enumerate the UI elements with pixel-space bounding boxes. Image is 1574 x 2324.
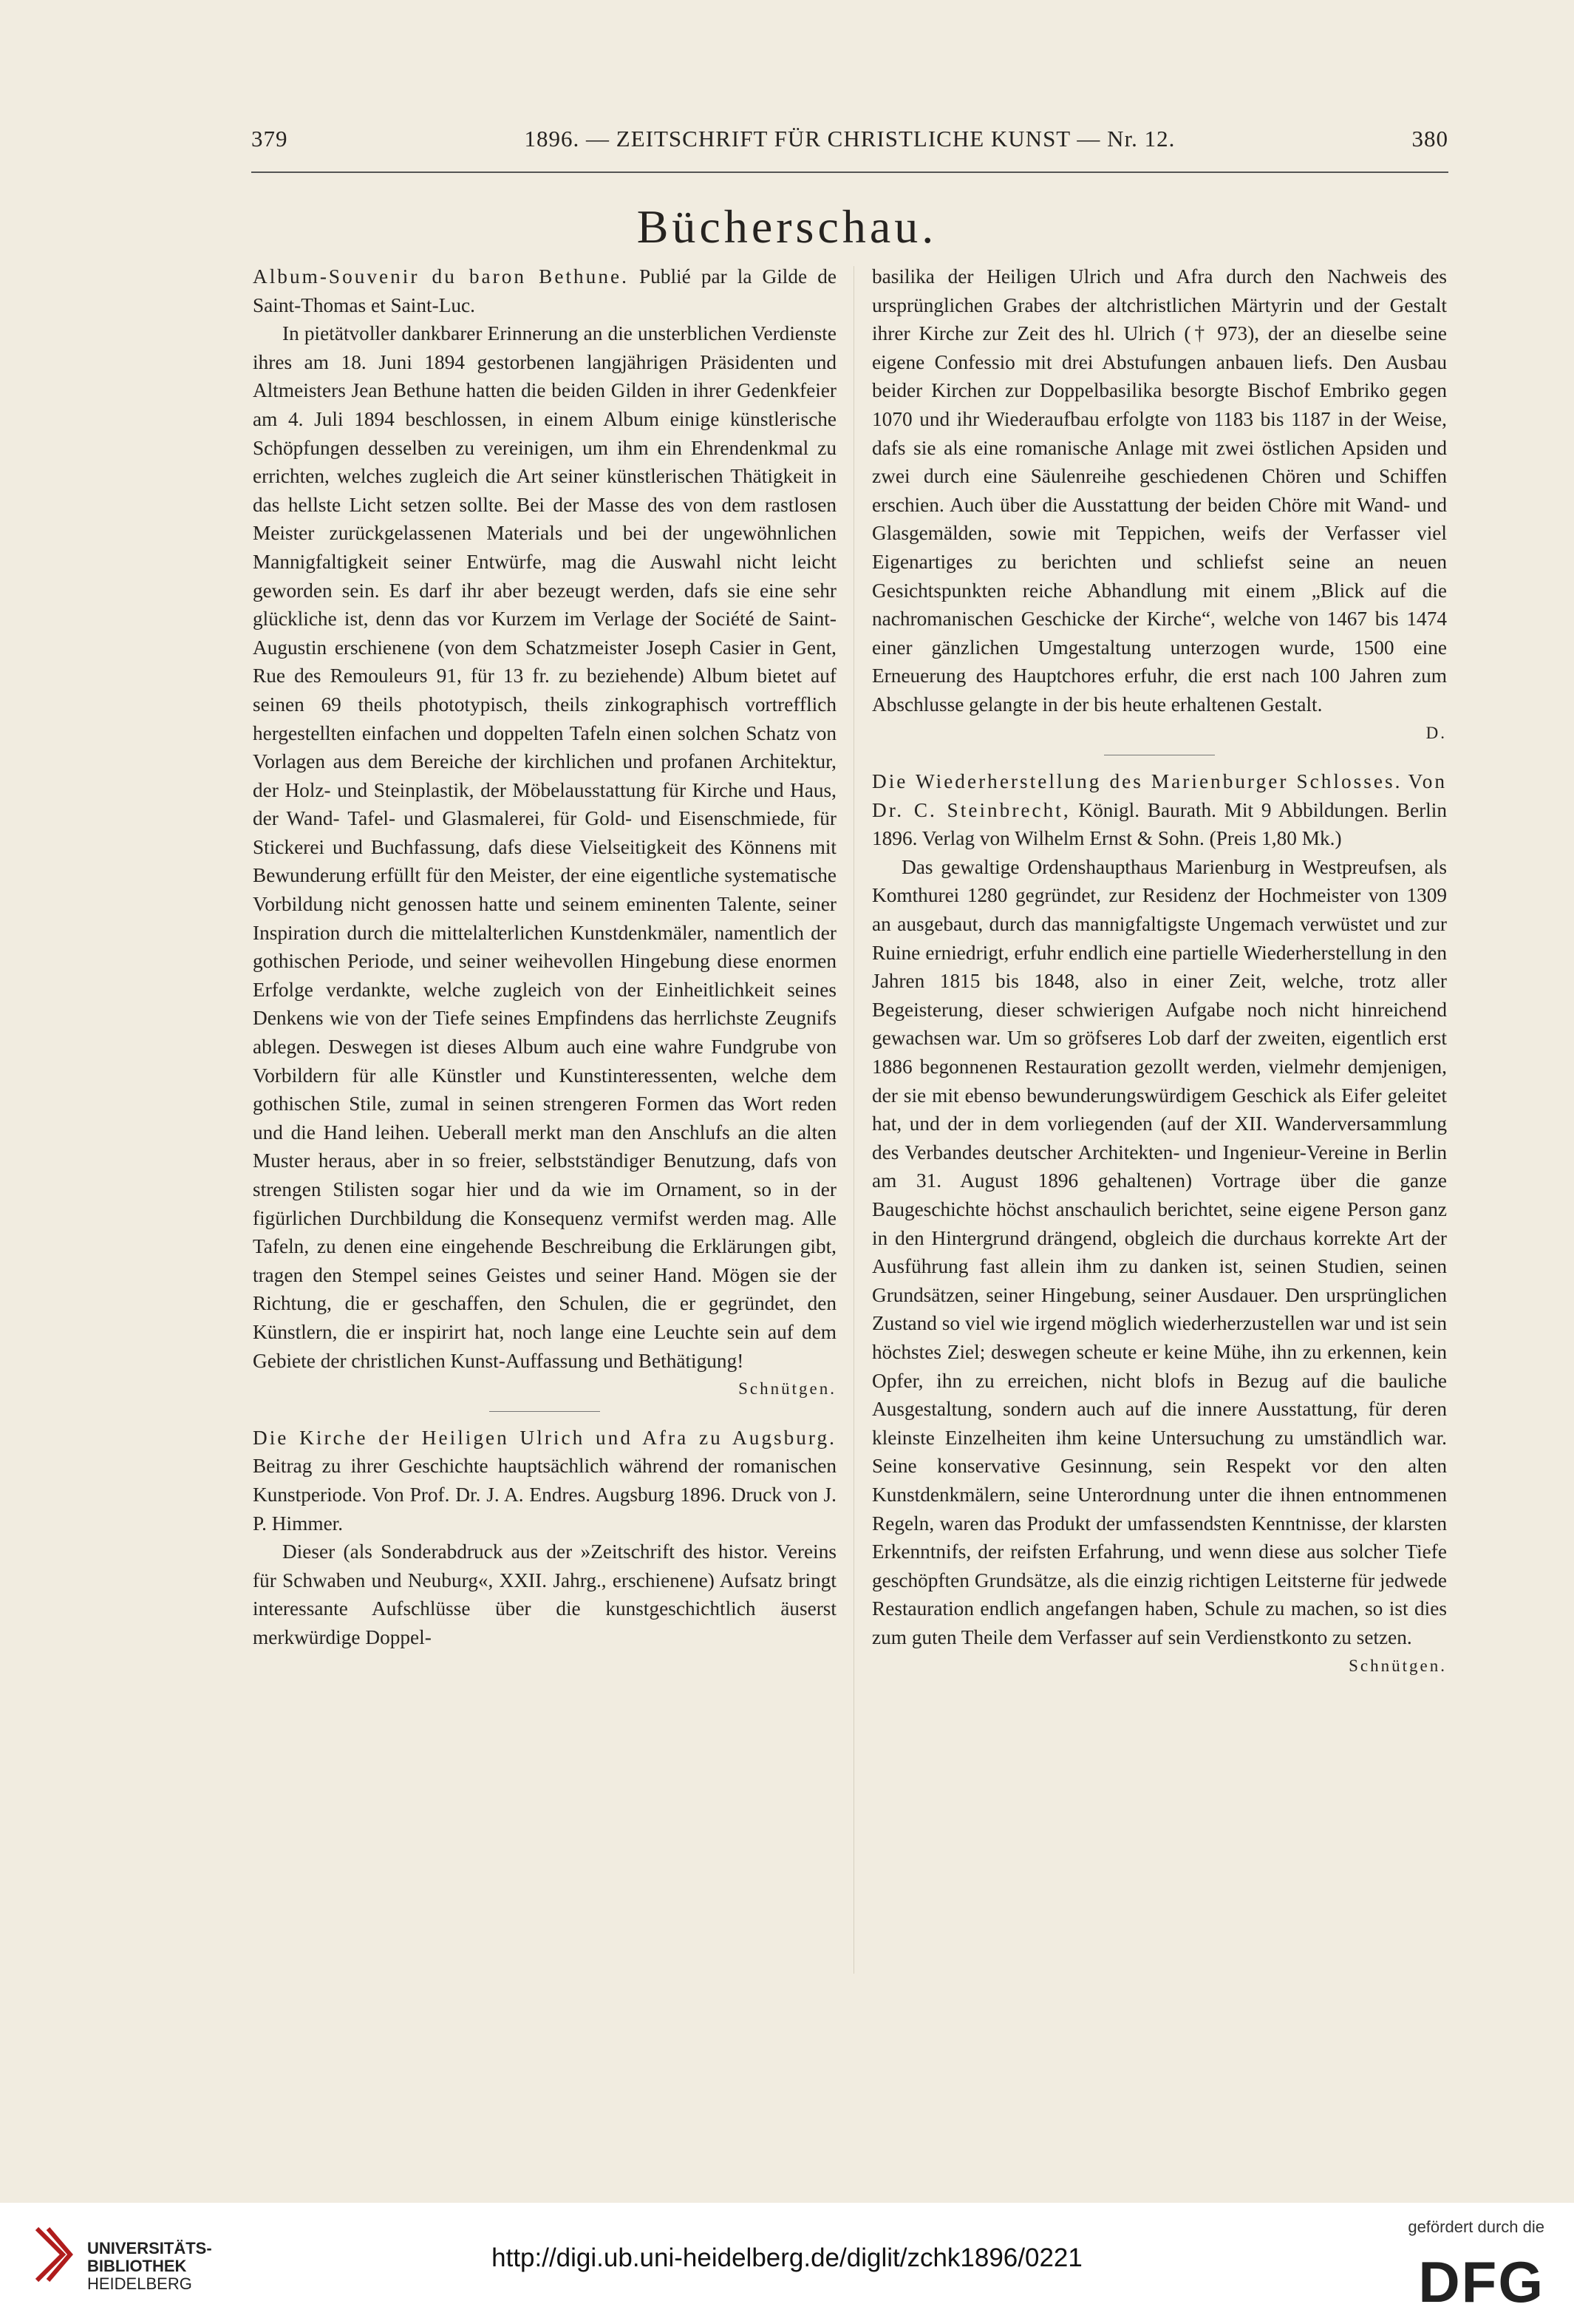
review-2-heading: Die Kirche der Heiligen Ulrich und Afra zu Augsburg.	[253, 1426, 837, 1449]
section-title: Bücherschau.	[636, 200, 938, 253]
journal-title: 1896. — ZEITSCHRIFT FÜR CHRISTLICHE KUNST — Nr. 12.	[524, 126, 1176, 152]
header-rule	[251, 171, 1448, 173]
library-name-line-3: HEIDELBERG	[87, 2274, 192, 2293]
viewer-footer	[0, 2203, 1574, 2324]
review-1-signature: Schnütgen.	[738, 1379, 837, 1399]
funding-note: gefördert durch die	[1408, 2218, 1544, 2236]
library-name-line-2: BIBLIOTHEK	[87, 2257, 187, 2275]
review-3-citation	[872, 767, 1447, 853]
permalink-url[interactable]: http://digi.ub.uni-heidelberg.de/diglit/zchk1896/0221	[491, 2243, 1083, 2272]
review-1-heading: Album-Souvenir du baron Bethune.	[253, 265, 629, 288]
review-2-citation	[253, 1424, 837, 1538]
review-3-signature: Schnütgen.	[1349, 1656, 1447, 1675]
review-2-heading-rest: Beitrag zu ihrer Geschichte hauptsächlich während der romanischen Kunstperiode. Von Prof. Dr. J. A. Endres. Augsburg 1896. Druck von J. P. Himmer.	[253, 1455, 837, 1535]
right-column	[872, 262, 1447, 1680]
page-number-left: 379	[251, 126, 288, 152]
page-number-right: 380	[1411, 126, 1448, 152]
review-1-body: In pietätvoller dankbarer Erinnerung an die unsterblichen Verdienste ihres am 18. Juni 1894 gestorbenen langjährigen Präsidenten und Altmeisters Jean Bethune hatten die beiden Gilden in ihrer Gedenkfeier am 4. Juli 1894 beschlossen, in einem Album einige künstlerische Schöpfungen desselben zu vereinigen, um ihm ein Ehrendenkmal zu errichten, welches zugleich die Art seiner künstlerischen Thätigkeit in das hellste Licht setzen sollte. Bei der Masse des von dem rastlosen Meister zurückgelassenen Materials und bei der ungewöhnlichen Mannigfaltigkeit seiner Entwürfe, mag die Auswahl nicht leicht geworden sein. Es darf ihr aber bezeugt werden, dafs sie eine sehr glückliche ist, denn das vor Kurzem im Verlage der Société de Saint-Augustin erschienene (von dem Schatzmeister Joseph Casier in Gent, Rue des Remouleurs 91, für 13 fr. zu beziehende) Album bietet auf seinen 69 theils phototypisch, theils zinkographisch vortrefflich hergestellten einfachen und doppelten Tafeln einen solchen Schatz von Vorlagen aus dem Bereiche der kirchlichen und profanen Architektur, der Holz- und Steinplastik, der Möbelausstattung für Kirche und Haus, der Wand- Tafel- und Glasmalerei, für Gold- und Eisenschmiede, für Stickerei und Buchfassung, dafs diese Vielseitigkeit des Könnens mit Bewunderung erfüllt für den Meister, der eine eigentliche systematische Vorbildung nicht genossen hatte und seinem eminenten Talente, seiner Inspiration durch die mittelalterlichen Kunstdenkmäler, namentlich der gothischen Periode, und seiner weihevollen Hingebung diese enormen Erfolge verdankte, welche zugleich von der Einheitlichkeit seines Denkens wie von der Tiefe seines Empfindens das herrlichste Zeugnifs ablegen. Deswegen ist dieses Album auch eine wahre Fundgrube von Vorbildern für alle Künstler und Kunstinteressenten, welche dem gothischen Stile, zumal in seinen strengeren Formen das Wort reden und die Hand leihen. Ueberall merkt man den Anschlufs an die alten Muster heraus, aber in so freier, selbstständiger Benutzung, dafs von strengen Stilisten sogar hier und da wie im Ornament, so in der figürlichen Durchbildung die Konsequenz vermifst werden mag. Alle Tafeln, zu denen eine eingehende Beschreibung die Erklärungen gibt, tragen den Stempel seines Geistes und seiner Hand. Mögen sie der Richtung, die er geschaffen, den Schulen, die er gegründet, den Künstlern, die er inspirirt hat, noch lange eine Leuchte sein auf dem Gebiete der christlichen Kunst-Auffassung und Bethätigung!	[253, 322, 837, 1372]
dfg-logo: DFG	[1418, 2249, 1544, 2314]
review-3-body: Das gewaltige Ordenshaupthaus Marienburg in Westpreufsen, als Komthurei 1280 gegründet, zur Residenz der Hochmeister von 1309 an ausgebaut, durch das mannigfaltigste Ungemach verwüstet und zur Ruine erniedrigt, erfuhr endlich eine partielle Wiederherstellung in den Jahren 1815 bis 1848, also in einer Zeit, welche, trotz aller Begeisterung, dieser schwierigen Aufgabe noch nicht hinreichend gewachsen war. Um so gröfseres Lob darf der zweiten, eigentlich erst 1886 begonnenen Restauration gezollt werden, vielmehr demjenigen, der sie mit ebenso bewunderungswürdigem Geschick als Eifer geleitet hat, und der in dem vorliegenden (auf der XII. Wanderversammlung des Verbandes deutscher Architekten- und Ingenieur-Vereine in Berlin am 31. August 1896 gehaltenen) Vortrage über die ganze Baugeschichte höchst anschaulich berichtet, seine eigene Person ganz in den Hintergrund drängend, obgleich die durchaus korrekte Art der Ausführung fast allein ihm zu danken ist, seinen Studien, seinen Grundsätzen, seiner Hingebung, seiner Ausdauer. Den ursprünglichen Zustand so viel wie irgend möglich wiederherzustellen war und ist sein höchstes Ziel; deswegen scheute er keine Mühe, ihn zu erkennen, kein Opfer, ihn zu erreichen, nicht blofs in Bezug auf die bauliche Ausgestaltung, sondern auch auf die innere Ausstattung, für deren kleinste Einzelheiten ihm keine Untersuchung zu umständlich war. Seine konservative Gesinnung, sein Respekt vor den alten Kunstdenkmälern, seine Unterordnung unter die ihnen entnommenen Regeln, waren das Produkt der umfassendsten Kenntnisse, der klarsten Erkenntnifs, der reifsten Erfahrung, und wenn diese aus solcher Tiefe geschöpften Grundsätze, als die einzig richtigen Leitsterne für jedwede Restauration endlich angefangen haben, Schule zu machen, so ist dies zum guten Theile dem Verfasser auf sein Verdienstkonto zu setzen.	[872, 855, 1447, 1648]
review-3-author: Von Dr. C. Steinbrecht,	[872, 770, 1447, 821]
review-2-body: Dieser (als Sonderabdruck aus der »Zeitschrift des histor. Vereins für Schwaben und Neuburg«, XXII. Jahrg., erschienene) Aufsatz bringt interessante Aufschlüsse über die kunstgeschichtlich äuserst merkwürdige Doppel-	[253, 1540, 837, 1648]
review-3-heading-rest: Königl. Baurath. Mit 9 Abbildungen. Berlin 1896. Verlag von Wilhelm Ernst & Sohn. (Preis 1,80 Mk.)	[872, 798, 1447, 850]
review-2-continued: basilika der Heiligen Ulrich und Afra durch den Nachweis des ursprünglichen Grabes der altchristlichen Märtyrin und der Gestalt ihrer Kirche zur Zeit des hl. Ulrich († 973), der an dieselbe seine eigene Confessio mit drei Abstufungen anbauen liefs. Den Ausbau beider Kirchen zur Doppelbasilika besorgte Bischof Embriko gegen 1070 und ihr Wiederaufbau erfolgte von 1183 bis 1187 in der Weise, dafs sie als eine romanische Anlage mit zwei östlichen Apsiden und zwei durch eine Säulenreihe geschiedenen Chören und Schiffen erschien. Auch über die Ausstattung der beiden Chöre mit Wand- und Glasgemälden, sowie mit Teppichen, weifs der Verfasser viel Eigenartiges zu berichten und schliefst seine an neuen Gesichtspunkten reiche Abhandlung mit einem „Blick auf die nachromanischen Geschicke der Kirche“, welche von 1467 bis 1474 einer gänzlichen Umgestaltung unterzogen wurde, 1500 eine Erneuerung des Hauptchores erfuhr, die erst nach 100 Jahren zum Abschlusse gelangte in der bis heute erhaltenen Gestalt.	[872, 265, 1447, 716]
running-header	[251, 126, 1448, 164]
review-1-heading-rest: Publié par la Gilde de Saint-Thomas et Saint-Luc.	[253, 265, 837, 316]
review-2-signature: D.	[1425, 723, 1447, 742]
review-1-citation	[253, 262, 837, 319]
left-column	[253, 262, 837, 1652]
review-separator	[489, 1411, 600, 1412]
review-3-heading: Die Wiederherstellung des Marienburger Schlosses.	[872, 770, 1403, 793]
library-name-line-1: UNIVERSITÄTS-	[87, 2239, 212, 2257]
